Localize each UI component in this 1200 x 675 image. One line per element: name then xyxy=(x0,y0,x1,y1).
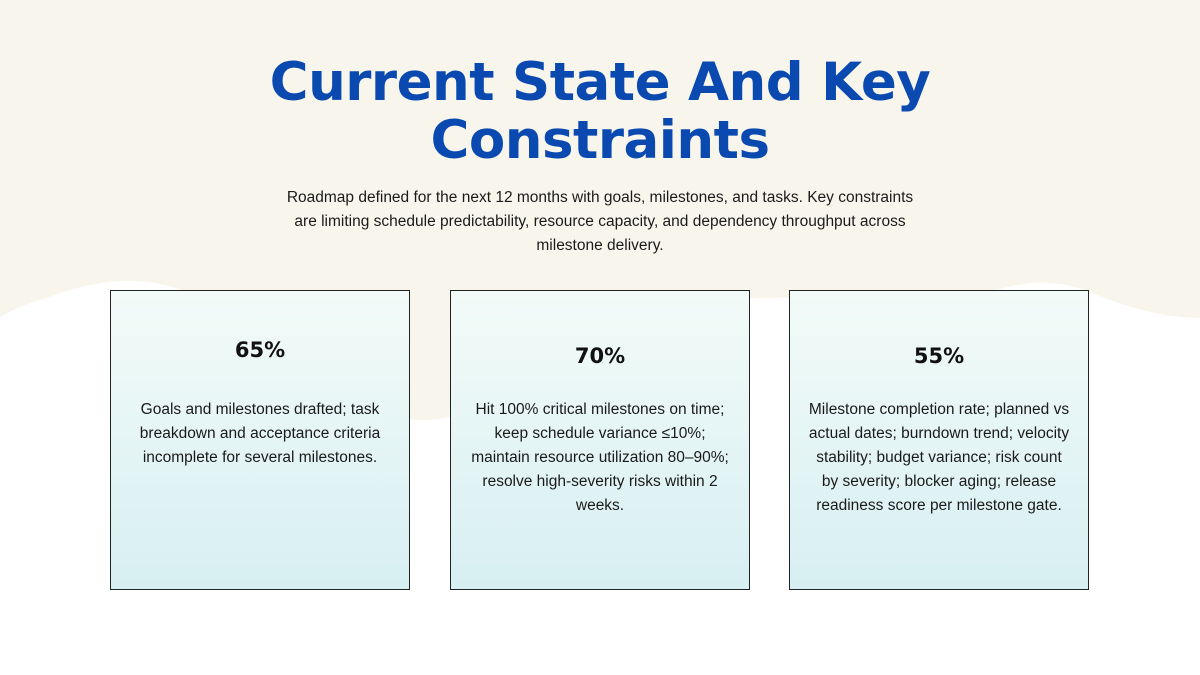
page-title: Current State And Key Constraints xyxy=(269,52,931,171)
metric-description: Goals and milestones drafted; task breakdown and acceptance criteria incomplete for several milestones. xyxy=(139,401,381,466)
metric-card-3 xyxy=(789,290,1089,590)
metric-value: 65% xyxy=(234,338,286,362)
metric-value: 70% xyxy=(574,344,626,368)
metric-card-2 xyxy=(450,290,750,590)
page-subtitle: Roadmap defined for the next 12 months with goals, milestones, and tasks. Key constraints are limiting schedule predictability, resource capacity, and dependency throughput across milestone delivery. xyxy=(286,189,914,254)
metric-description: Hit 100% critical milestones on time; keep schedule variance ≤10%; maintain resource utilization 80–90%; resolve high-severity risks within 2 weeks. xyxy=(471,401,729,514)
metric-value: 55% xyxy=(913,344,965,368)
metric-description: Milestone completion rate; planned vs actual dates; burndown trend; velocity stability; budget variance; risk count by severity; blocker aging; release readiness score per milestone gate. xyxy=(808,401,1070,514)
metric-card-1 xyxy=(110,290,410,590)
